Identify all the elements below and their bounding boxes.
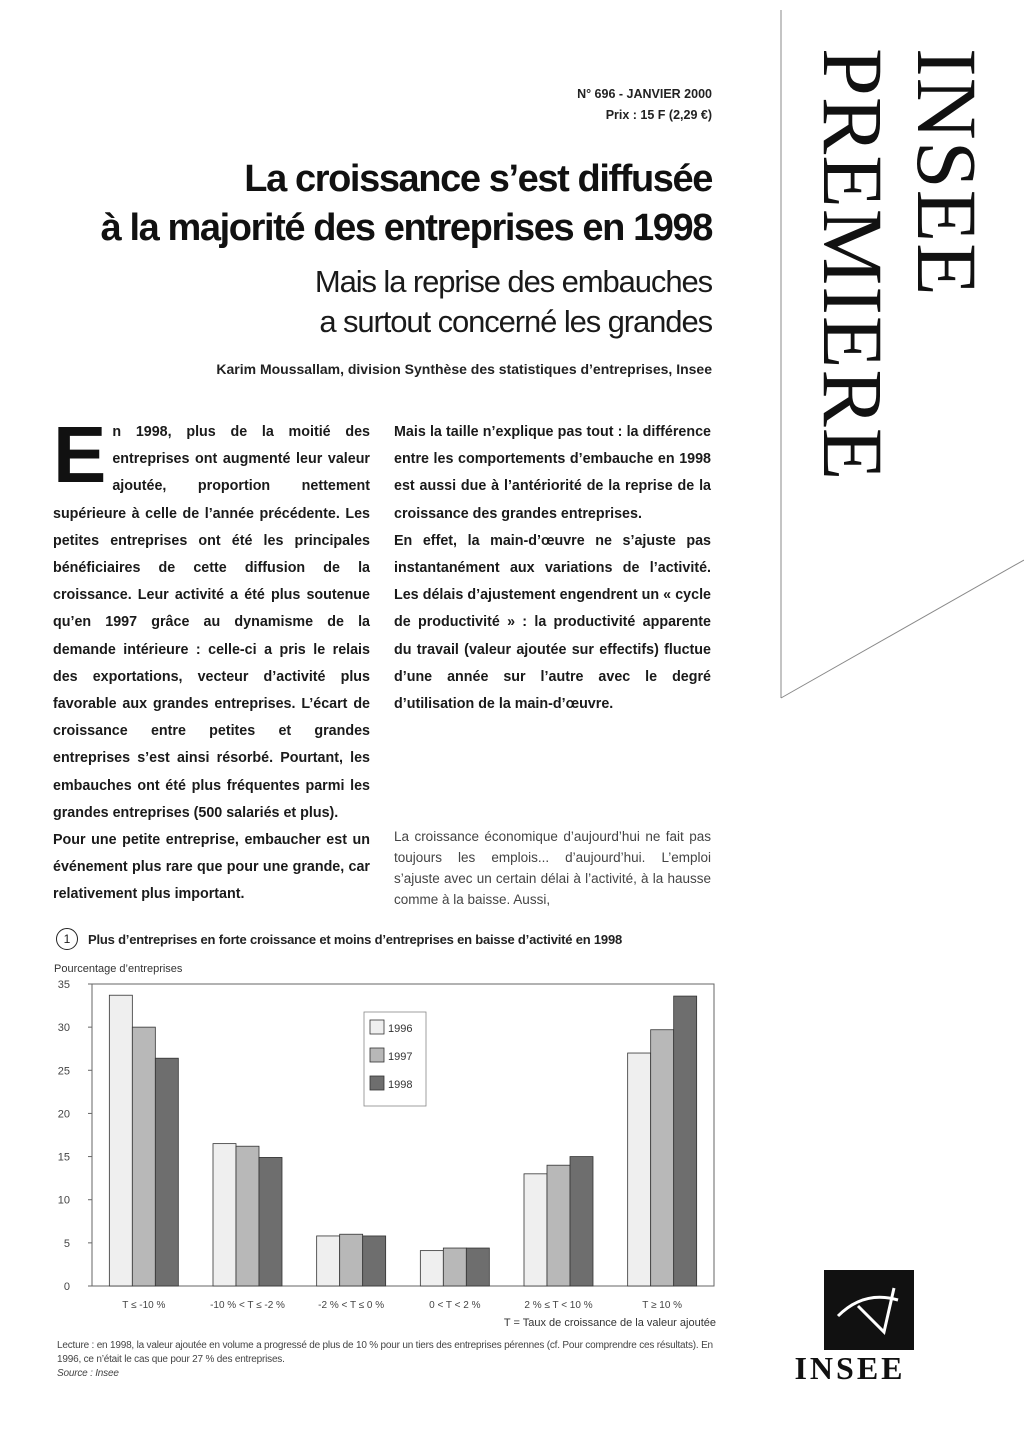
x-tick-label: 2 % ≤ T < 10 %	[524, 1300, 593, 1311]
brand-insee: INSEE	[899, 48, 995, 297]
issue-info	[577, 84, 712, 126]
intro-text: La croissance économique d’aujourd’hui ne fait pas toujours les emplois... d’aujourd’hui. L’emploi s’ajuste avec un certain délai à l’activité, à la hausse comme à la baisse. Aussi,	[394, 829, 711, 907]
figure-number: 1	[56, 928, 78, 950]
y-tick-label: 15	[57, 1151, 70, 1164]
issue-number: N° 696 - JANVIER 2000	[577, 87, 712, 101]
y-tick-label: 35	[57, 979, 70, 991]
issue-price: Prix : 15 F (2,29 €)	[605, 108, 712, 122]
title-line-2: à la majorité des entreprises en 1998	[100, 207, 712, 249]
x-tick-label: T ≥ 10 %	[642, 1300, 683, 1311]
bar-1996	[524, 1174, 547, 1286]
legend-swatch-1998	[370, 1076, 384, 1090]
bar-1996	[420, 1251, 443, 1286]
x-tick-labels	[122, 1300, 682, 1311]
bar-1998	[674, 996, 697, 1286]
bar-1998	[363, 1236, 386, 1286]
figure-notes	[57, 1339, 717, 1381]
bar-1997	[340, 1234, 363, 1286]
y-tick-label: 10	[57, 1194, 70, 1207]
legend-swatch-1996	[370, 1020, 384, 1034]
logo-emblem-icon	[824, 1270, 914, 1350]
bar-1996	[628, 1053, 651, 1286]
figure-title: Plus d’entreprises en forte croissance et moins d’entreprises en baisse d’activité en 1998	[88, 932, 623, 947]
column-1-paragraph-1-text: n 1998, plus de la moitié des entreprises ont augmenté leur valeur ajoutée, proportion nettement supérieure à celle de l’année précédente. Les petites entreprises ont été les principales bénéficiaires de cette diffusion de la croissance. Leur activité a été plus soutenue qu’en 1997 grâce au dynamisme de la demande intérieure : celle-ci a pris le relais des exportations, vecteur d’activité plus favorable aux grandes entreprises. L’écart de croissance entre petites et grandes entreprises s’est ainsi résorbé. Pourtant, les embauches ont été plus fréquentes parmi les grandes entreprises (500 salariés et plus).	[53, 424, 370, 821]
legend-label-1997: 1997	[388, 1051, 413, 1063]
column-1-paragraph-2: Pour une petite entreprise, embaucher est un événement plus rare que pour une grande, car relativement plus important.	[53, 832, 370, 903]
page-subtitle	[315, 262, 712, 342]
intro-box	[394, 826, 711, 910]
column-2-paragraph-2: En effet, la main-d’œuvre ne s’ajuste pas instantanément aux variations de l’activité. Les délais d’ajustement engendrent un « cycle de productivité » : la productivité apparente du travail (valeur ajoutée sur effectifs) fluctue d’une année sur l’autre avec le degré d’utilisation de la main-d’œuvre.	[394, 532, 711, 713]
author-line: Karim Moussallam, division Synthèse des statistiques d’entreprises, Insee	[216, 361, 712, 377]
bar-1997	[443, 1248, 466, 1286]
bar-1997	[236, 1146, 259, 1286]
brand-premiere: PREMIERE	[805, 48, 901, 482]
x-tick-label: -2 % < T ≤ 0 %	[318, 1300, 385, 1311]
bar-1998	[570, 1157, 593, 1286]
y-tick-label: 30	[57, 1022, 70, 1035]
subtitle-line-1: Mais la reprise des embauches	[314, 264, 712, 299]
chart-legend	[364, 1012, 426, 1106]
body-column-2	[394, 419, 711, 718]
legend-label-1998: 1998	[388, 1079, 413, 1091]
column-2-paragraph-1: Mais la taille n’explique pas tout : la différence entre les comportements d’embauche en 1998 est aussi due à l’antériorité de la reprise de la croissance des grandes entreprises.	[394, 424, 711, 522]
figure-note-lecture: Lecture : en 1998, la valeur ajoutée en volume a progressé de plus de 10 % pour un tiers des entreprises pérennes (cf. Pour comprendre ces résultats). En 1996, ce n’était le cas que pour 27 % des entreprises.	[57, 1340, 713, 1365]
figure-note-source: Source : Insee	[57, 1368, 119, 1379]
legend-swatch-1997	[370, 1048, 384, 1062]
y-axis-label: Pourcentage d’entreprises	[54, 963, 183, 975]
y-tick-label: 5	[63, 1237, 70, 1250]
y-tick-label: 25	[57, 1065, 70, 1078]
bar-1996	[317, 1236, 340, 1286]
x-axis-label: T = Taux de croissance de la valeur ajoutée	[503, 1317, 716, 1329]
insee-logo-mark	[824, 1270, 914, 1350]
bar-chart	[52, 958, 722, 1336]
insee-logo-text: INSEE	[794, 1350, 906, 1386]
bar-1997	[651, 1030, 674, 1286]
drop-cap: E	[53, 410, 107, 499]
bar-1996	[109, 995, 132, 1286]
bar-1997	[547, 1165, 570, 1286]
column-1-paragraph-1	[53, 410, 370, 827]
brand-masthead	[700, 48, 995, 482]
bar-1997	[132, 1027, 155, 1286]
bar-1998	[259, 1157, 282, 1286]
x-tick-label: T ≤ -10 %	[122, 1300, 166, 1311]
bar-1998	[155, 1058, 178, 1286]
y-tick-label: 20	[57, 1108, 70, 1121]
bar-1996	[213, 1144, 236, 1286]
subtitle-line-2: a surtout concerné les grandes	[319, 304, 712, 339]
page-title	[101, 155, 712, 253]
title-line-1: La croissance s’est diffusée	[244, 158, 712, 200]
body-column-1	[53, 410, 370, 909]
bar-1998	[466, 1248, 489, 1286]
y-tick-label: 0	[63, 1281, 70, 1293]
x-tick-label: -10 % < T ≤ -2 %	[210, 1300, 285, 1311]
x-tick-label: 0 < T < 2 %	[429, 1300, 481, 1311]
legend-label-1996: 1996	[388, 1023, 413, 1035]
